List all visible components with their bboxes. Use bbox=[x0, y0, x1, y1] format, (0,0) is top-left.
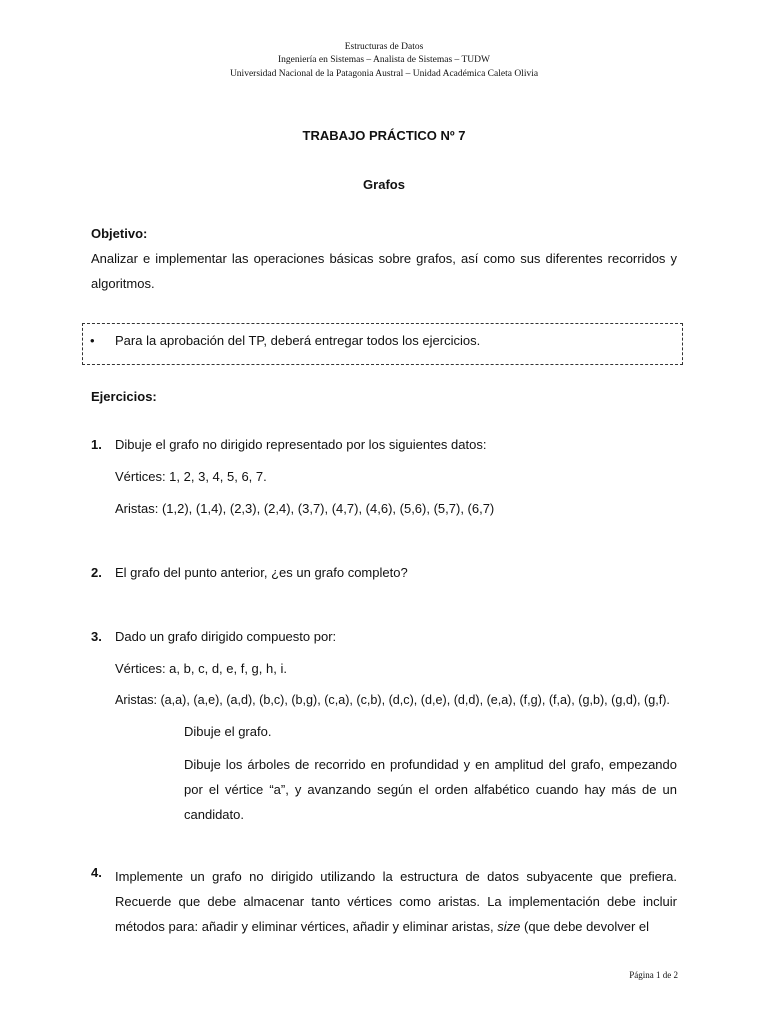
header-course: Estructuras de Datos bbox=[344, 42, 424, 52]
exercise-3-sub-traversal: Dibuje los árboles de recorrido en profundidad y en amplitud del grafo, empezando por el vértice “a”, y avanzando según el orden alfabético cuando hay más de un candidato. bbox=[184, 757, 677, 822]
exercise-1-edges: Aristas: (1,2), (1,4), (2,3), (2,4), (3,7), (4,7), (4,6), (5,6), (5,7), (6,7) bbox=[115, 501, 495, 516]
exercise-4-size-term: size bbox=[497, 919, 521, 934]
exercise-4-text bbox=[115, 864, 677, 939]
objective-text: Analizar e implementar las operaciones básicas sobre grafos, así como sus diferentes recorridos y algoritmos. bbox=[91, 251, 677, 291]
exercise-3-edges: Aristas: (a,a), (a,e), (a,d), (b,c), (b,g), (c,a), (c,b), (d,c), (d,e), (d,d), (e,a), (f,g), (f,a), (g,b), (g,d), (g,f). bbox=[115, 693, 670, 707]
exercise-1-vertices: Vértices: 1, 2, 3, 4, 5, 6, 7. bbox=[115, 469, 267, 484]
exercise-3-vertices: Vértices: a, b, c, d, e, f, g, h, i. bbox=[115, 661, 287, 676]
notice-text: Para la aprobación del TP, deberá entregar todos los ejercicios. bbox=[115, 333, 481, 348]
exercise-1-text: Dibuje el grafo no dirigido representado por los siguientes datos: bbox=[115, 437, 487, 452]
exercise-3-text: Dado un grafo dirigido compuesto por: bbox=[115, 629, 337, 644]
exercise-1-number: 1. bbox=[91, 437, 102, 452]
exercise-2-number: 2. bbox=[91, 565, 102, 580]
exercise-4-text-b: (que debe devolver el bbox=[523, 919, 650, 934]
page-title: TRABAJO PRÁCTICO Nº 7 bbox=[302, 128, 466, 143]
exercise-3-sub-draw: Dibuje el grafo. bbox=[184, 724, 272, 739]
objective-heading: Objetivo: bbox=[91, 226, 148, 241]
header-university: Universidad Nacional de la Patagonia Austral – Unidad Académica Caleta Olivia bbox=[229, 69, 539, 79]
page-subtitle: Grafos bbox=[363, 177, 405, 192]
exercise-4-number: 4. bbox=[91, 865, 102, 880]
header-programs: Ingeniería en Sistemas – Analista de Sistemas – TUDW bbox=[278, 55, 490, 65]
exercise-4-text-a: Implemente un grafo no dirigido utilizando la estructura de datos subyacente que prefiera. Recuerde que debe almacenar tanto vértices como aristas. La implementación debe incluir métodos para: añadir y eliminar vértices, añadir y eliminar aristas, bbox=[115, 869, 677, 934]
exercises-heading: Ejercicios: bbox=[91, 389, 157, 404]
exercise-3-number: 3. bbox=[91, 629, 102, 644]
notice-bullet: • bbox=[90, 333, 95, 348]
exercise-2-text: El grafo del punto anterior, ¿es un grafo completo? bbox=[115, 565, 408, 580]
page-number: Página 1 de 2 bbox=[629, 970, 678, 980]
